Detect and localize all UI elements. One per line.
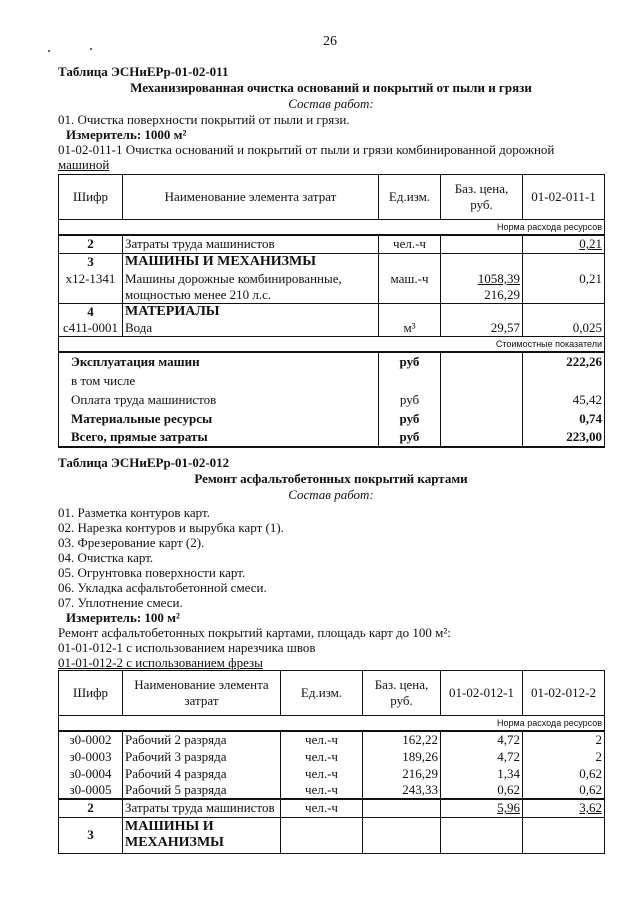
table-row bbox=[59, 253, 605, 271]
empty-cell bbox=[523, 253, 605, 271]
table2-work: 04. Очистка карт. bbox=[58, 550, 154, 565]
empty-cell bbox=[523, 817, 605, 853]
table-row bbox=[59, 271, 605, 304]
section-title bbox=[123, 817, 281, 853]
row-price bbox=[441, 235, 523, 253]
row-value: 0,025 bbox=[523, 320, 605, 337]
row-unit: м³ bbox=[379, 320, 441, 337]
table2-section bbox=[58, 455, 604, 854]
row-value-2: 2 bbox=[523, 748, 605, 765]
header-price: Баз. цена, руб. bbox=[363, 671, 441, 716]
section-title-line2: МЕХАНИЗМЫ bbox=[125, 835, 224, 850]
table-row bbox=[59, 731, 605, 748]
table1-work-1: 01. Очистка поверхности покрытий от пыли и грязи. bbox=[58, 112, 350, 127]
row-unit: чел.-ч bbox=[281, 765, 363, 782]
row-unit: чел.-ч bbox=[281, 799, 363, 817]
empty-cell bbox=[379, 371, 441, 390]
empty-cell bbox=[379, 304, 441, 321]
empty-cell bbox=[523, 371, 605, 390]
row-name: Рабочий 2 разряда bbox=[123, 731, 281, 748]
empty-cell bbox=[281, 817, 363, 853]
empty-cell bbox=[441, 409, 523, 428]
row-name: Затраты труда машинистов bbox=[123, 235, 379, 253]
table-row bbox=[59, 320, 605, 337]
row-value: 0,21 bbox=[523, 271, 605, 304]
table-row bbox=[59, 304, 605, 321]
table2-work: 01. Разметка контуров карт. bbox=[58, 505, 210, 520]
row-price: 189,26 bbox=[363, 748, 441, 765]
row-code: з0-0003 bbox=[59, 748, 123, 765]
cost-row-value: 223,00 bbox=[523, 428, 605, 447]
table2-work: 06. Укладка асфальтобетонной смеси. bbox=[58, 580, 267, 595]
header-name: Наименование элемента затрат bbox=[123, 671, 281, 716]
empty-cell bbox=[441, 428, 523, 447]
cost-row-unit: руб bbox=[379, 352, 441, 371]
row-value-2: 0,62 bbox=[523, 765, 605, 782]
empty-cell bbox=[379, 253, 441, 271]
empty-cell bbox=[441, 817, 523, 853]
empty-cell bbox=[441, 352, 523, 371]
empty-cell bbox=[441, 371, 523, 390]
row-price: 29,57 bbox=[441, 320, 523, 337]
norm-label: Норма расхода ресурсов bbox=[59, 220, 605, 236]
table1-measure: Измеритель: 1000 м² bbox=[66, 127, 187, 142]
row-price: 162,22 bbox=[363, 731, 441, 748]
row-code: 3 bbox=[59, 817, 123, 853]
price-line2: 216,29 bbox=[484, 287, 520, 302]
row-code: 2 bbox=[59, 799, 123, 817]
header-col1: 01-02-011-1 bbox=[523, 175, 605, 220]
row-price: 243,33 bbox=[363, 782, 441, 799]
table1-composition-label: Состав работ: bbox=[288, 96, 374, 111]
section-title: МАТЕРИАЛЫ bbox=[123, 304, 379, 321]
table1-section bbox=[58, 64, 604, 448]
row-value-2: 3,62 bbox=[523, 799, 605, 817]
cost-row-value: 0,74 bbox=[523, 409, 605, 428]
table-row bbox=[59, 428, 605, 447]
cost-row-unit: руб bbox=[379, 428, 441, 447]
header-name: Наименование элемента затрат bbox=[123, 175, 379, 220]
row-value-1: 4,72 bbox=[441, 731, 523, 748]
table2-subtitle: Ремонт асфальтобетонных покрытий картами bbox=[194, 471, 468, 486]
row-price bbox=[441, 271, 523, 304]
table2-grid bbox=[58, 670, 605, 854]
row-name-line1: Машины дорожные комбинированные, bbox=[125, 271, 342, 286]
page-number: 26 bbox=[323, 34, 337, 49]
cost-row-unit: руб bbox=[379, 390, 441, 409]
row-unit: чел.-ч bbox=[379, 235, 441, 253]
table-row bbox=[59, 817, 605, 853]
empty-cell bbox=[363, 799, 441, 817]
empty-cell bbox=[523, 304, 605, 321]
table1-title: Таблица ЭСНиЕРр-01-02-011 bbox=[58, 64, 229, 79]
table-row bbox=[59, 371, 605, 390]
row-code: 3 bbox=[59, 253, 123, 271]
table-row bbox=[59, 409, 605, 428]
row-value-2: 0,62 bbox=[523, 782, 605, 799]
row-value-1: 5,96 bbox=[441, 799, 523, 817]
cost-row-label: Материальные ресурсы bbox=[59, 409, 379, 428]
table2-work: 05. Огрунтовка поверхности карт. bbox=[58, 565, 246, 580]
norm-label: Норма расхода ресурсов bbox=[59, 716, 605, 732]
cost-row-unit: руб bbox=[379, 409, 441, 428]
table1-desc-1: 01-02-011-1 Очистка оснований и покрытий от пыли и грязи комбинированной дорожной bbox=[58, 142, 555, 157]
table-row bbox=[59, 235, 605, 253]
price-line1: 1058,39 bbox=[477, 271, 520, 286]
table2-work: 02. Нарезка контуров и вырубка карт (1). bbox=[58, 520, 284, 535]
cost-label: Стоимостные показатели bbox=[59, 337, 605, 353]
row-code: 4 bbox=[59, 304, 123, 321]
row-unit: чел.-ч bbox=[281, 731, 363, 748]
table2-header-row bbox=[59, 671, 605, 716]
row-code: з0-0005 bbox=[59, 782, 123, 799]
header-col1: 01-02-012-1 bbox=[441, 671, 523, 716]
table1-desc-2: машиной bbox=[58, 157, 110, 172]
row-unit: чел.-ч bbox=[281, 782, 363, 799]
cost-row-value: 222,26 bbox=[523, 352, 605, 371]
row-value-1: 4,72 bbox=[441, 748, 523, 765]
header-col2: 01-02-012-2 bbox=[523, 671, 605, 716]
table2-composition-label: Состав работ: bbox=[288, 487, 374, 502]
empty-cell bbox=[441, 390, 523, 409]
cost-row-value: 45,42 bbox=[523, 390, 605, 409]
header-price: Баз. цена, руб. bbox=[441, 175, 523, 220]
table2-work: 07. Уплотнение смеси. bbox=[58, 595, 183, 610]
row-name bbox=[123, 271, 379, 304]
cost-row-label: в том числе bbox=[59, 371, 379, 390]
section-title: МАШИНЫ И МЕХАНИЗМЫ bbox=[123, 253, 379, 271]
row-code: 2 bbox=[59, 235, 123, 253]
row-unit: маш.-ч bbox=[379, 271, 441, 304]
row-code: з0-0002 bbox=[59, 731, 123, 748]
table2-desc: 01-01-012-2 с использованием фрезы bbox=[58, 655, 263, 670]
empty-cell bbox=[441, 253, 523, 271]
table-row bbox=[59, 390, 605, 409]
table2-work: 03. Фрезерование карт (2). bbox=[58, 535, 205, 550]
table1-subtitle: Механизированная очистка оснований и покрытий от пыли и грязи bbox=[130, 80, 532, 95]
table-row bbox=[59, 799, 605, 817]
cost-row-label: Всего, прямые затраты bbox=[59, 428, 379, 447]
section-title-line1: МАШИНЫ И bbox=[125, 819, 214, 834]
row-name: Вода bbox=[123, 320, 379, 337]
row-value-1: 0,62 bbox=[441, 782, 523, 799]
empty-cell bbox=[363, 817, 441, 853]
table1-header-row bbox=[59, 175, 605, 220]
table-row bbox=[59, 748, 605, 765]
table2-desc: Ремонт асфальтобетонных покрытий картами, площадь карт до 100 м²: bbox=[58, 625, 451, 640]
table2-title: Таблица ЭСНиЕРр-01-02-012 bbox=[58, 455, 230, 470]
cost-row-label: Оплата труда машинистов bbox=[59, 390, 379, 409]
row-code: х12-1341 bbox=[59, 271, 123, 304]
row-price: 216,29 bbox=[363, 765, 441, 782]
table-row bbox=[59, 352, 605, 371]
table2-measure: Измеритель: 100 м² bbox=[66, 610, 180, 625]
row-code: с411-0001 bbox=[59, 320, 123, 337]
row-name-line2: мощностью менее 210 л.с. bbox=[125, 287, 272, 302]
header-code: Шифр bbox=[59, 671, 123, 716]
cost-row-label: Эксплуатация машин bbox=[59, 352, 379, 371]
header-unit: Ед.изм. bbox=[379, 175, 441, 220]
empty-cell bbox=[441, 304, 523, 321]
row-code: з0-0004 bbox=[59, 765, 123, 782]
row-name: Рабочий 3 разряда bbox=[123, 748, 281, 765]
row-name: Рабочий 5 разряда bbox=[123, 782, 281, 799]
row-unit: чел.-ч bbox=[281, 748, 363, 765]
scan-specks bbox=[40, 46, 100, 56]
row-name: Рабочий 4 разряда bbox=[123, 765, 281, 782]
header-code: Шифр bbox=[59, 175, 123, 220]
header-unit: Ед.изм. bbox=[281, 671, 363, 716]
table-row bbox=[59, 765, 605, 782]
row-name: Затраты труда машинистов bbox=[123, 799, 281, 817]
table2-desc: 01-01-012-1 с использованием нарезчика швов bbox=[58, 640, 316, 655]
table-row bbox=[59, 782, 605, 799]
row-value: 0,21 bbox=[523, 235, 605, 253]
row-value-2: 2 bbox=[523, 731, 605, 748]
table1-grid bbox=[58, 174, 605, 448]
row-value-1: 1,34 bbox=[441, 765, 523, 782]
